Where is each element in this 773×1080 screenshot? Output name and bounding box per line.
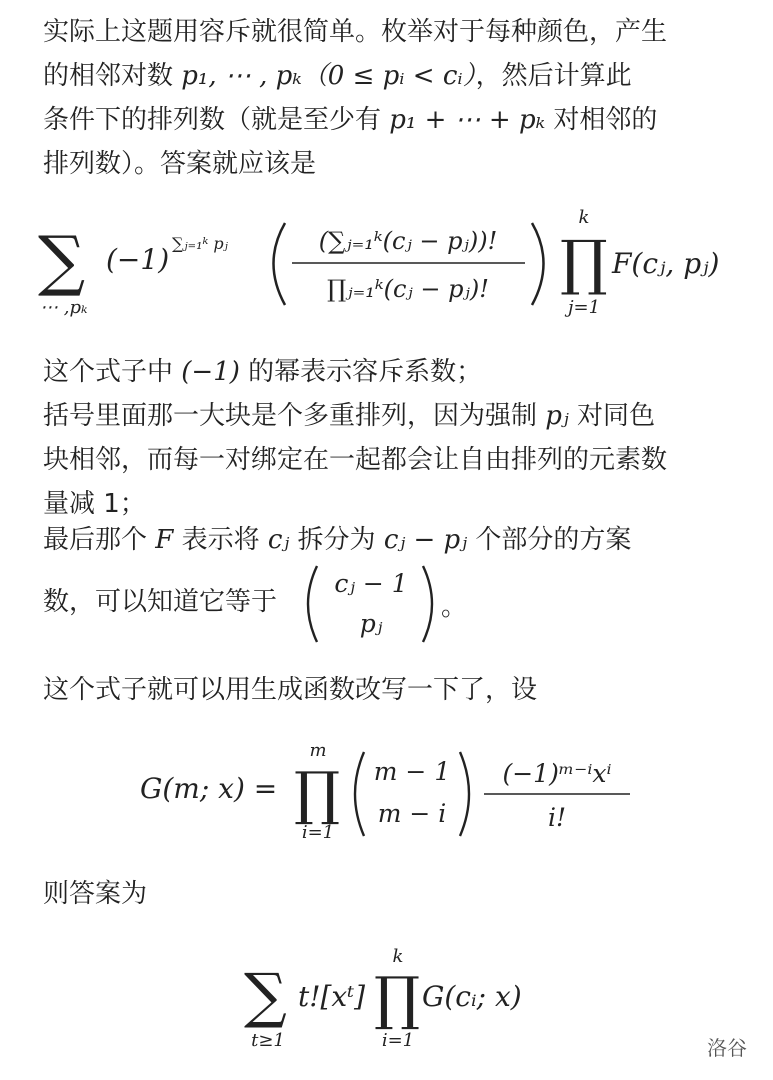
- explain-line-1: [43, 350, 733, 394]
- gf-lhs: G(m; x) =: [140, 772, 278, 805]
- explain-line-5: [43, 518, 733, 562]
- big-left-paren: [274, 223, 286, 305]
- math-cj: cⱼ: [267, 525, 290, 555]
- intro-line-1: 实际上这题用容斥就很简单。枚举对于每种颜色，产生: [43, 17, 668, 47]
- intro-line-2: [43, 54, 733, 98]
- sign-exponent: ∑ⱼ₌₁ᵏ pⱼ: [172, 234, 228, 253]
- binom-right-paren: [460, 752, 469, 836]
- fraction-numerator: (−1)ᵐ⁻ⁱxⁱ: [502, 759, 612, 788]
- sum-subscript: ⋯ ,pₖ: [40, 297, 88, 318]
- binomial-coefficient: [301, 560, 501, 648]
- intro-line-4: 排列数）。答案就应该是: [43, 149, 317, 179]
- formula-inclusion-exclusion: [0, 205, 773, 330]
- text-segment: 最后那个: [43, 525, 156, 555]
- explain-line-2: [43, 394, 733, 438]
- text-segment: ，然后计算此: [475, 61, 632, 91]
- math-minus-one: (−1): [181, 357, 240, 387]
- formula-tail: F(cⱼ, pⱼ): [612, 247, 720, 280]
- product-upper: k: [392, 946, 404, 967]
- math-condition: （0 ≤ pᵢ < cᵢ）: [301, 61, 476, 91]
- sum-subscript: t≥1: [251, 1030, 285, 1051]
- text-segment: 数，可以知道它等于: [43, 587, 278, 617]
- math-F: F: [155, 525, 174, 555]
- product-lower: i=1: [381, 1030, 415, 1051]
- math-p-list: p₁, ⋯ , pₖ: [181, 61, 302, 91]
- binom-right-paren: [423, 566, 432, 642]
- answer-intro: 则答案为: [43, 879, 148, 909]
- text-segment: 拆分为: [289, 525, 384, 555]
- text-segment: 这个式子中: [43, 357, 182, 387]
- explain-line-6: [43, 560, 733, 648]
- binom-bottom: m − i: [377, 799, 447, 828]
- text-segment: 条件下的排列数（就是至少有: [43, 105, 390, 135]
- explain-line-3: 块相邻，而每一对绑定在一起都会让自由排列的元素数: [43, 445, 668, 475]
- text-segment: 对同色: [568, 401, 656, 431]
- answer-tail: G(cᵢ; x): [422, 980, 522, 1013]
- binom-left-paren: [308, 566, 317, 642]
- binom-top: m − 1: [373, 757, 451, 786]
- product-upper: k: [578, 207, 590, 228]
- text-segment: 的相邻对数: [43, 61, 182, 91]
- sign-base: (−1): [106, 243, 170, 276]
- rewrite-line: 这个式子就可以用生成函数改写一下了，设: [43, 675, 538, 705]
- product-upper: m: [309, 740, 327, 761]
- product-sign: ∏: [560, 228, 608, 298]
- binom-bottom: pⱼ: [359, 609, 383, 638]
- text-segment: 表示将: [173, 525, 268, 555]
- math-pj: pⱼ: [545, 401, 569, 431]
- product-lower: j=1: [567, 297, 601, 318]
- sum-sign: ∑: [38, 222, 86, 299]
- explain-line-4: 量减 1；: [43, 489, 146, 519]
- period: 。: [441, 592, 468, 622]
- product-lower: i=1: [301, 822, 335, 843]
- binom-left-paren: [355, 752, 364, 836]
- answer-body: t![xᵗ]: [298, 980, 366, 1013]
- math-cj-minus-pj: cⱼ − pⱼ: [383, 525, 468, 555]
- math-p-sum: p₁ + ⋯ + pₖ: [389, 105, 546, 135]
- formula-generating-function: [0, 738, 773, 848]
- luogu-watermark: 洛谷: [707, 1036, 747, 1060]
- fraction-denominator: i!: [547, 803, 567, 832]
- text-segment: 对相邻的: [545, 105, 658, 135]
- product-sign: ∏: [294, 759, 341, 827]
- text-segment: 个部分的方案: [467, 525, 632, 555]
- text-segment: 括号里面那一大块是个多重排列，因为强制: [43, 401, 546, 431]
- big-right-paren: [532, 223, 544, 305]
- fraction-denominator: ∏ⱼ₌₁ᵏ(cⱼ − pⱼ)!: [327, 275, 489, 303]
- text-segment: 的幂表示容斥系数；: [239, 357, 483, 387]
- binom-top: cⱼ − 1: [334, 569, 408, 598]
- formula-answer: [0, 942, 773, 1057]
- sum-sign: ∑: [244, 961, 287, 1031]
- product-sign: ∏: [374, 964, 421, 1032]
- fraction-numerator: (∑ⱼ₌₁ᵏ(cⱼ − pⱼ))!: [318, 227, 498, 255]
- intro-line-3: [43, 98, 733, 142]
